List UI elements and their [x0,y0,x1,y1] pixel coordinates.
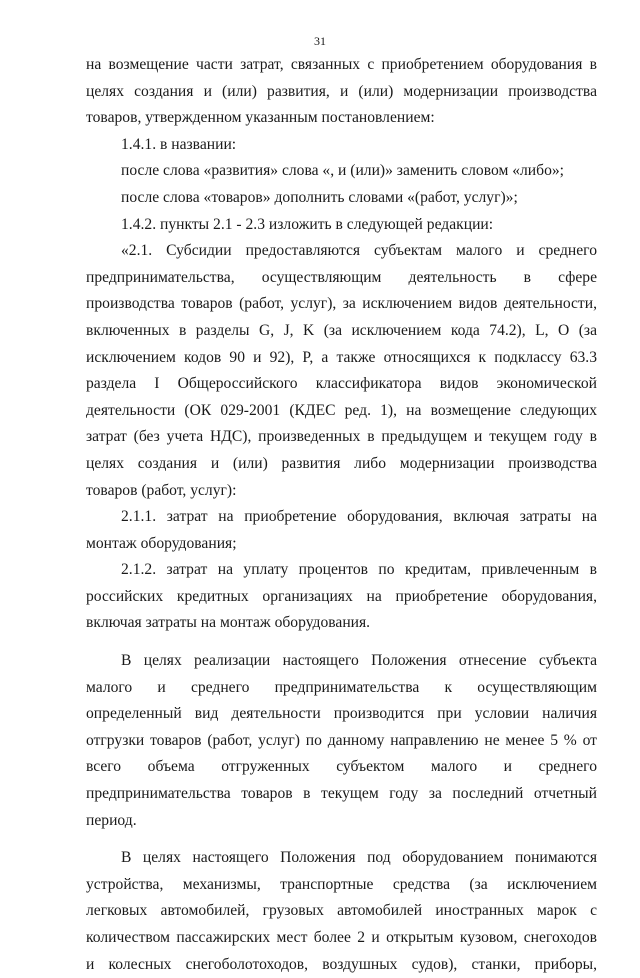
paragraph-gap [86,637,597,648]
text-line: раздела I Общероссийского классификатора видов экономической [86,375,597,393]
text-line: целях создания и (или) развития, и (или) модернизации производства [86,82,597,100]
text-line: монтаж оборудования; [86,534,237,552]
text-line: целях создания и (или) развития либо модернизации производства [86,454,597,472]
text-line: «2.1. Субсидии предоставляются субъектам малого и среднего [121,242,597,260]
text-line: период. [86,811,137,829]
text-line: российских кредитных организациях на приобретение оборудования, [86,587,597,605]
text-line: товаров, утвержденном указанным постановлением: [86,109,435,127]
text-line: определенный вид деятельности производится при условии наличия [86,705,597,723]
text-line: 1.4.2. пункты 2.1 - 2.3 изложить в следующей редакции: [121,215,494,233]
text-line: 2.1.1. затрат на приобретение оборудования, включая затраты на [121,508,597,526]
text-line: В целях реализации настоящего Положения отнесение субъекта [121,652,597,670]
paragraph-gap [86,834,597,845]
text-line: включенных в разделы G, J, K (за исключением кода 74.2), L, O (за [86,321,597,339]
text-line: 1.4.1. в названии: [121,135,237,153]
text-line: исключением кодов 90 и 92), P, а также относящихся к подклассу 63.3 [86,348,597,366]
text-line: включая затраты на монтаж оборудования. [86,614,371,632]
text-line: всего объема отгруженных субъектом малого и среднего [86,758,597,776]
text-line: и колесных снегоболотоходов, воздушных судов), станки, приборы, [86,955,597,973]
document-body-text [86,52,597,978]
text-line: В целях настоящего Положения под оборудованием понимаются [121,849,597,867]
text-line: после слова «развития» слова «, и (или)» заменить словом «либо»; [121,162,564,180]
text-line: производства товаров (работ, услуг), за исключением видов деятельности, [86,295,597,313]
text-line: отгрузки товаров (работ, услуг) по данному направлению не менее 5 % от [86,731,597,749]
text-line: легковых автомобилей, грузовых автомобилей иностранных марок с [86,902,597,920]
text-line: затрат (без учета НДС), произведенных в предыдущем и текущем году в [86,428,597,446]
text-line: товаров (работ, услуг): [86,481,237,499]
text-line: на возмещение части затрат, связанных с приобретением оборудования в [86,56,597,73]
text-line: 2.1.2. затрат на уплату процентов по кредитам, привлеченным в [121,561,597,579]
text-line: предпринимательства, осуществляющим деятельность в сфере [86,268,597,286]
text-line: после слова «товаров» дополнить словами «(работ, услуг)»; [121,188,518,206]
text-line: деятельности (ОК 029-2001 (КДЕС ред. 1), на возмещение следующих [86,401,597,419]
page-number: 31 [314,34,326,48]
text-line: малого и среднего предпринимательства к осуществляющим [86,678,597,696]
text-line: количеством пассажирских мест более 2 и открытым кузовом, снегоходов [86,929,597,946]
text-line: устройства, механизмы, транспортные средства (за исключением [86,875,597,893]
text-line: предпринимательства товаров в текущем году за последний отчетный [86,785,597,803]
